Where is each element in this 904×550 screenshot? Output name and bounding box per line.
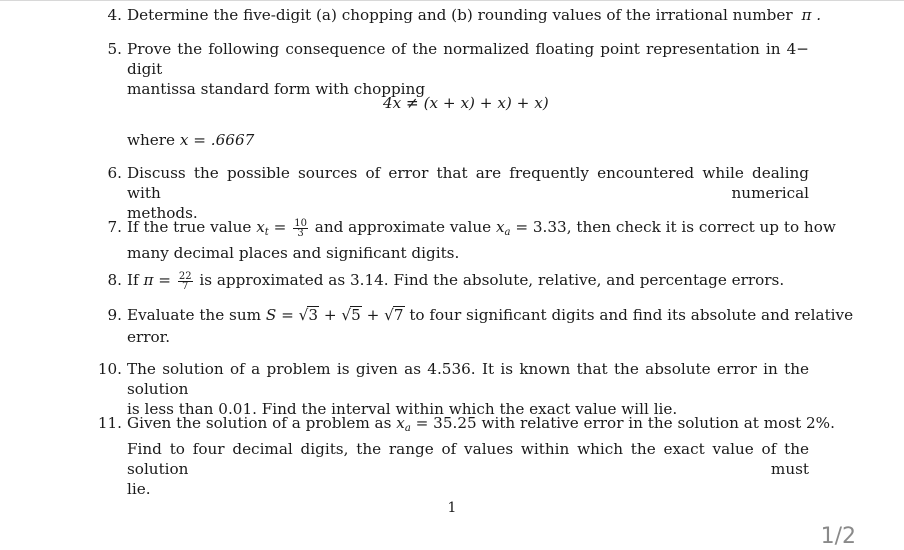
text-run: Given the solution of a problem as (127, 414, 392, 432)
question-line: Discuss the possible sources of error that are frequently encountered while dealing with numerical (127, 164, 809, 202)
equals-sign: = (273, 218, 287, 236)
math-var: $x_a$ (396, 414, 411, 434)
question-line: The solution of a problem is given as 4.536. It is known that the absolute error in the solution (127, 360, 809, 398)
text-run: = 3.33, then check it is correct up to how (515, 218, 836, 236)
plus-sign: + (323, 306, 337, 324)
sqrt-sign: √ (341, 306, 352, 324)
question-text (127, 217, 836, 263)
question-number: 10. (97, 360, 122, 378)
question-number: 11. (97, 414, 122, 432)
equals-sign: = (158, 271, 171, 289)
sqrt-sign: √ (384, 306, 394, 324)
question-text (127, 163, 809, 223)
question-text (127, 39, 809, 99)
question-text (127, 305, 854, 347)
top-border (0, 0, 904, 4)
question-text (127, 413, 835, 499)
question-text (127, 5, 822, 25)
text-run: is approximated as 3.14. Find the absolute, relative, and percentage errors. (199, 271, 785, 289)
plus-sign: + (366, 306, 380, 324)
sqrt-radicand: 7 (393, 306, 404, 324)
question-number: 6. (107, 164, 122, 182)
where-value: x = .6667 (179, 131, 255, 149)
question-line (127, 217, 836, 243)
question-number: 7. (107, 218, 122, 236)
display-equation: 4x ≠ (x + x) + x) + x) (383, 94, 549, 112)
question-number: 4. (107, 6, 122, 24)
question-line: Find to four decimal digits, the range of values within which the exact value of the solution must (127, 440, 809, 478)
math-var: $x_a$ (495, 218, 511, 238)
question-line (127, 413, 835, 439)
equals-sign: = (281, 306, 294, 324)
math-var: S (265, 306, 277, 324)
page-indicator: 1/2 (820, 524, 856, 549)
text-run: Evaluate the sum (127, 306, 262, 324)
text-run: and approximate value (314, 218, 492, 236)
question-line: is less than 0.01. Find the interval within which the exact value will lie. (127, 400, 678, 418)
where-label: where (127, 131, 176, 149)
question-number: 5. (107, 40, 122, 58)
fraction: $\frac{10}{3}$ (294, 217, 307, 239)
question-line: methods. (127, 204, 198, 222)
question-line: lie. (127, 480, 151, 498)
question-line (127, 305, 854, 325)
question-line: error. (127, 328, 171, 346)
sqrt-radicand: 3 (308, 306, 318, 324)
math-var: $x_t$ (256, 218, 269, 238)
question-line: Determine the five-digit (a) chopping and (b) rounding values of the irrational number (127, 6, 793, 24)
question-text (127, 359, 809, 419)
question-line: Prove the following consequence of the normalized floating point representation in 4− digit (127, 40, 809, 78)
text-run: If the true value (127, 218, 252, 236)
question-number: 9. (107, 306, 122, 324)
where-clause (127, 131, 254, 149)
pi-symbol: π . (801, 6, 822, 24)
sqrt-sign: √ (298, 306, 309, 324)
text-run: = 35.25 with relative error in the solution at most 2%. (415, 414, 835, 432)
sqrt-radicand: 5 (351, 306, 361, 324)
text-run: to four significant digits and find its absolute and relative (409, 306, 854, 324)
question-text (127, 270, 809, 291)
pi-symbol: π (143, 271, 154, 289)
text-run: If (127, 271, 139, 289)
page-number: 1 (447, 500, 457, 516)
question-line: many decimal places and significant digits. (127, 244, 460, 262)
fraction: $\frac{22}{7}$ (178, 270, 192, 292)
question-line: mantissa standard form with chopping (127, 80, 426, 98)
question-number: 8. (107, 271, 122, 289)
